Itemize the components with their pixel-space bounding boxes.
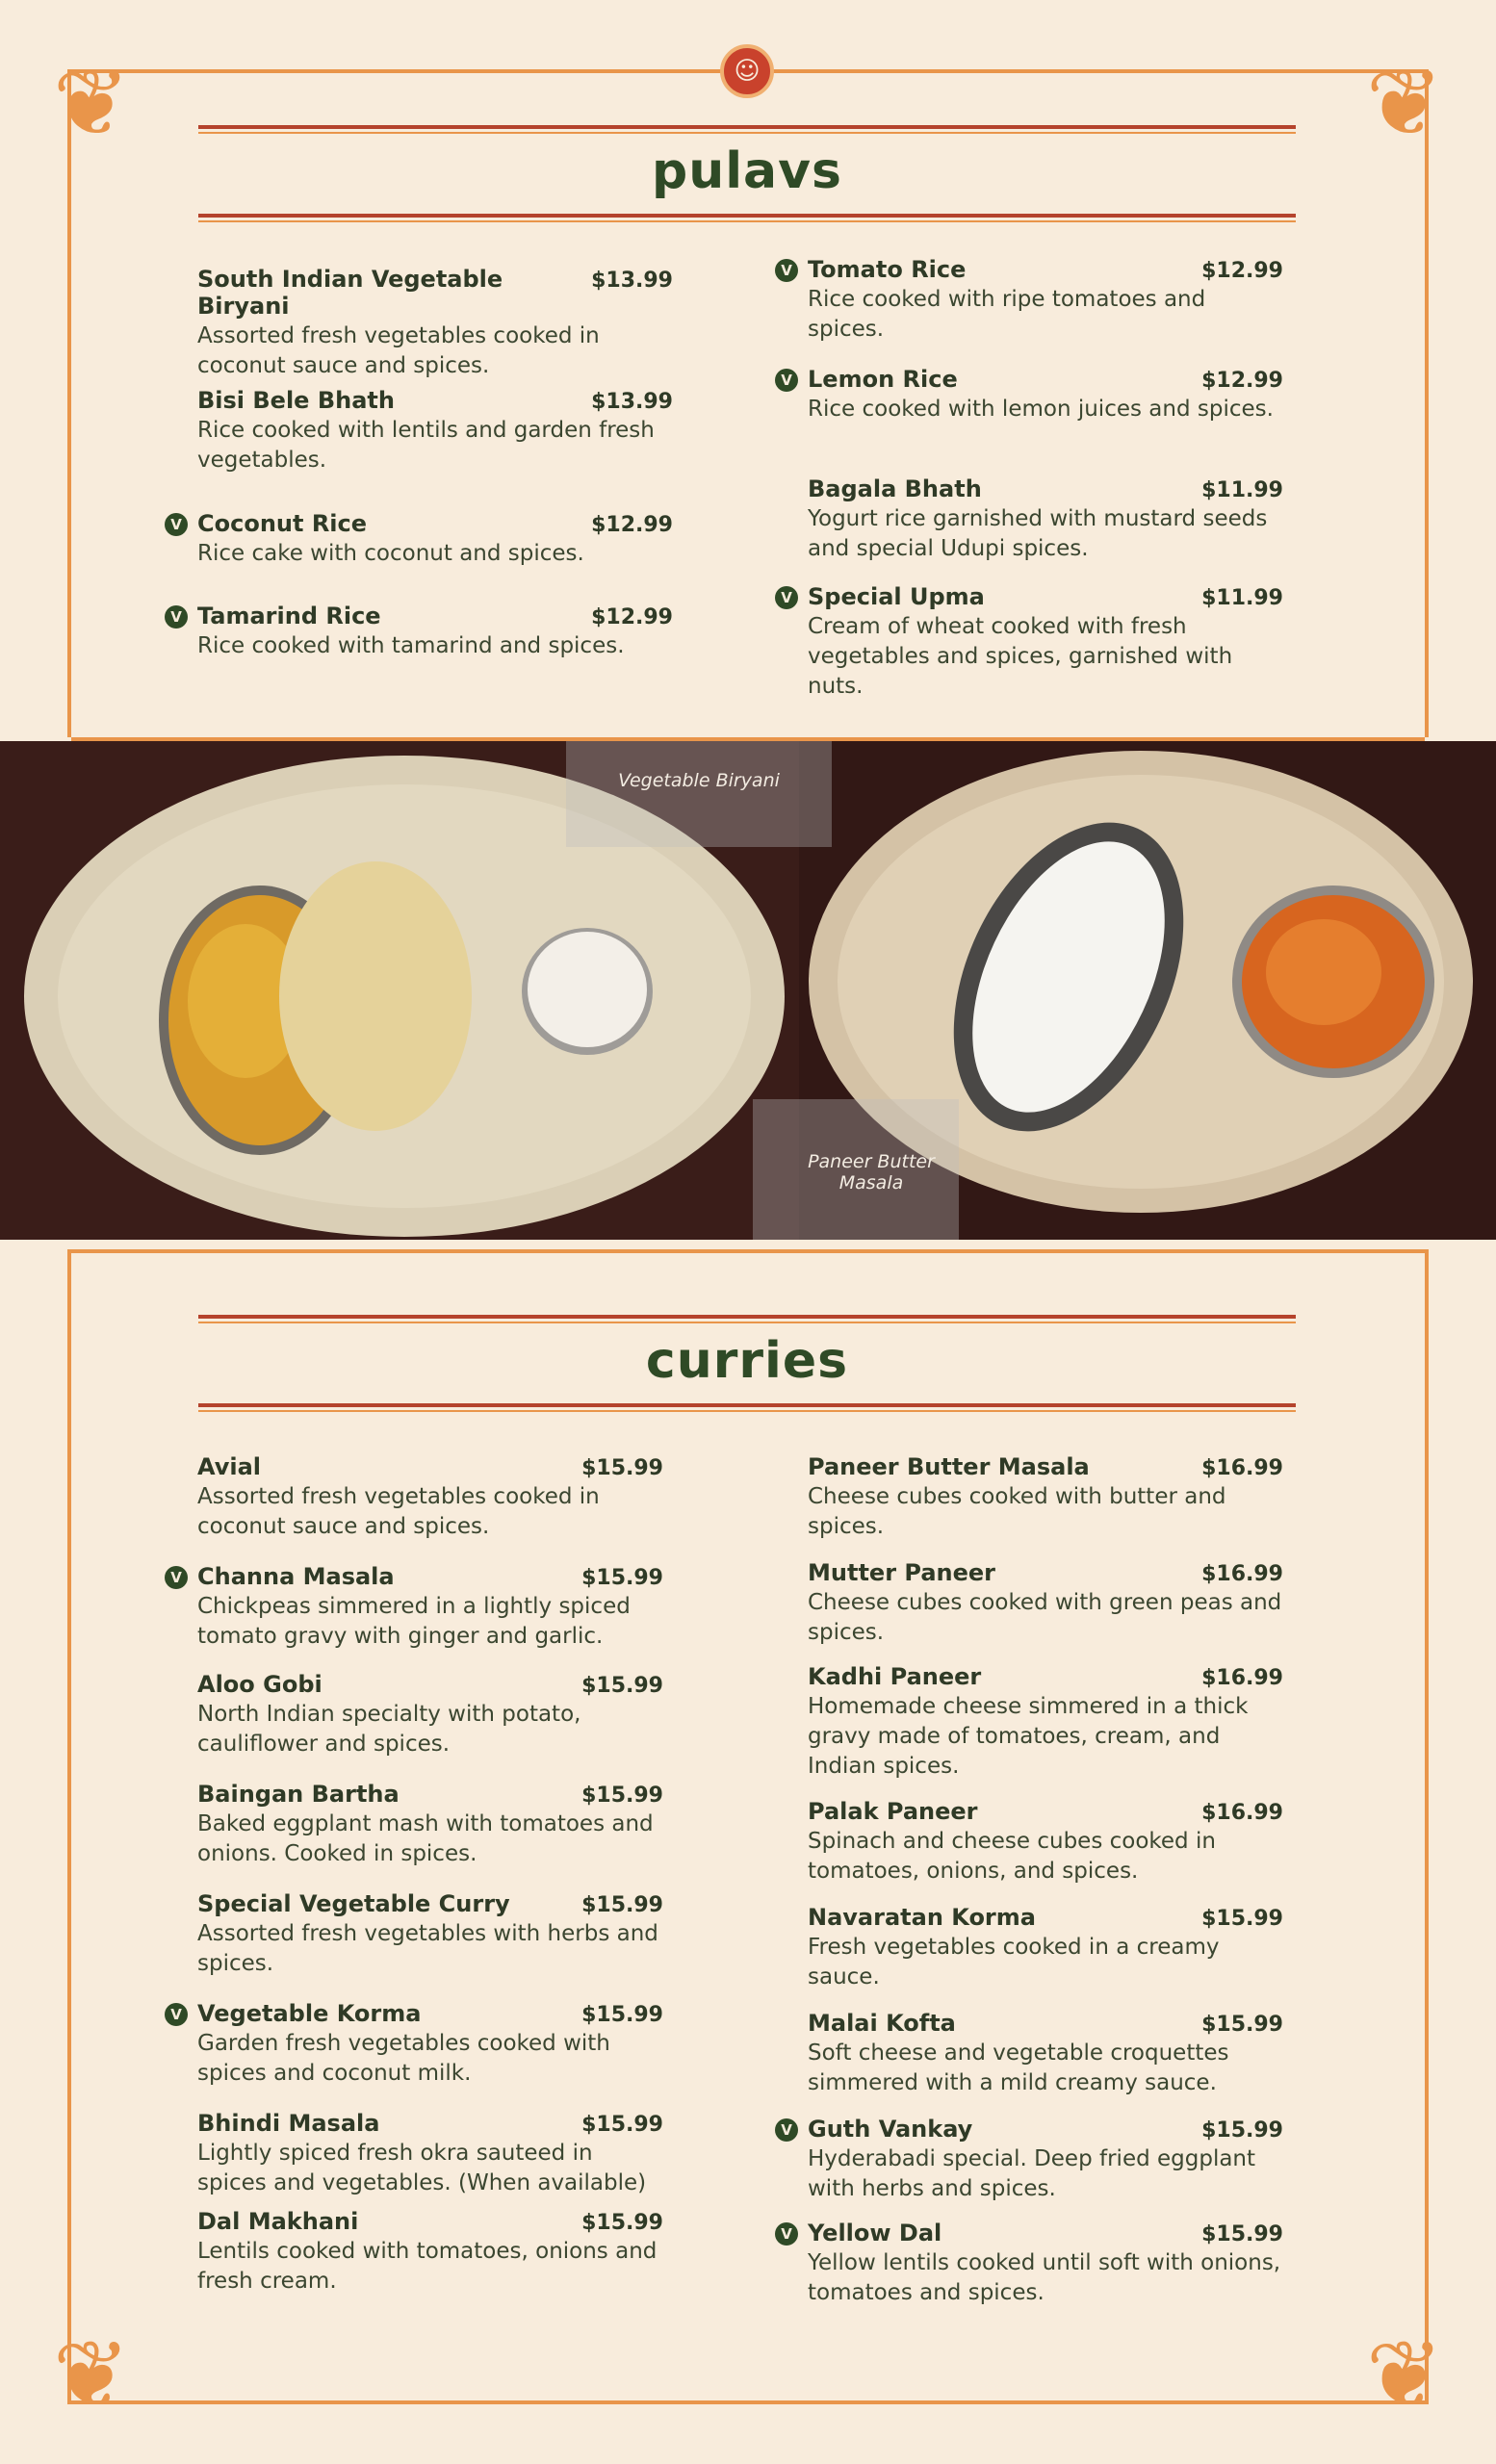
menu-item-description: Assorted fresh vegetables cooked in coconut sauce and spices. (197, 323, 600, 378)
menu-item-description: Rice cooked with tamarind and spices. (197, 633, 625, 658)
menu-item-description: Baked eggplant mash with tomatoes and onions. Cooked in spices. (197, 1811, 654, 1866)
menu-item-name: Paneer Butter Masala (808, 1453, 1090, 1480)
menu-item (808, 475, 1283, 564)
food-photo-band (0, 741, 1496, 1240)
restaurant-logo-icon: ☺ (720, 44, 774, 98)
menu-item (808, 1798, 1283, 1886)
vegan-badge-icon: V (775, 259, 798, 282)
menu-item-description: Chickpeas simmered in a lightly spiced tomato gravy with ginger and garlic. (197, 1594, 631, 1649)
menu-item (781, 256, 1283, 345)
menu-item-price: $15.99 (581, 1784, 663, 1808)
section-rule (198, 1315, 1296, 1323)
menu-item-name: Bisi Bele Bhath (197, 387, 395, 414)
menu-item-name: Bagala Bhath (808, 475, 982, 502)
menu-item-description: Rice cooked with lemon juices and spices. (808, 397, 1274, 422)
menu-item-price: $15.99 (581, 1566, 663, 1590)
menu-item-description: Garden fresh vegetables cooked with spices and coconut milk. (197, 2031, 610, 2086)
vegan-badge-icon: V (165, 513, 188, 536)
menu-item-price: $15.99 (1201, 1907, 1283, 1931)
menu-item-name: South Indian Vegetable Biryani (197, 266, 503, 320)
menu-item-description: Assorted fresh vegetables cooked in coconut sauce and spices. (197, 1484, 600, 1539)
menu-item-price: $16.99 (1201, 1801, 1283, 1825)
menu-item-description: Yogurt rice garnished with mustard seeds and special Udupi spices. (808, 506, 1268, 561)
menu-item-description: North Indian specialty with potato, cauliflower and spices. (197, 1702, 581, 1757)
menu-item-price: $16.99 (1201, 1456, 1283, 1480)
menu-item-name: Navaratan Korma (808, 1904, 1036, 1931)
menu-item (170, 1563, 663, 1652)
menu-item-description: Cream of wheat cooked with fresh vegetables and spices, garnished with nuts. (808, 614, 1233, 699)
menu-item (170, 510, 673, 569)
section-rule (198, 125, 1296, 134)
menu-item-description: Rice cake with coconut and spices. (197, 541, 584, 566)
menu-item-name: Palak Paneer (808, 1798, 978, 1825)
photo-caption-vegetable-biryani: Vegetable Biryani (618, 770, 780, 791)
menu-item (197, 1453, 663, 1542)
menu-item-name: Bhindi Masala (197, 2110, 380, 2137)
menu-item-price: $15.99 (1201, 2118, 1283, 2143)
menu-item (197, 1781, 663, 1869)
menu-item-description: Hyderabadi special. Deep fried eggplant with herbs and spices. (808, 2146, 1256, 2201)
menu-item (808, 1559, 1283, 1648)
menu-item-name: Aloo Gobi (197, 1671, 322, 1698)
menu-item-name: Channa Masala (197, 1563, 395, 1590)
menu-item-price: $15.99 (581, 1674, 663, 1698)
menu-item (170, 2000, 663, 2089)
menu-item-description: Homemade cheese simmered in a thick gravy made of tomatoes, cream, and Indian spices. (808, 1694, 1249, 1779)
menu-item-description: Cheese cubes cooked with butter and spices. (808, 1484, 1226, 1539)
menu-item-description: Yellow lentils cooked until soft with onions, tomatoes and spices. (808, 2250, 1281, 2305)
photo-caption-paneer-butter-masala: Paneer Butter Masala (808, 1151, 935, 1194)
menu-item-description: Spinach and cheese cubes cooked in tomatoes, onions, and spices. (808, 1829, 1216, 1884)
menu-item-price: $13.99 (591, 390, 673, 414)
vegan-badge-icon: V (165, 605, 188, 629)
menu-item-price: $15.99 (1201, 2013, 1283, 2037)
menu-item-name: Mutter Paneer (808, 1559, 995, 1586)
vegan-badge-icon: V (775, 2118, 798, 2142)
menu-item (781, 583, 1283, 702)
pulavs-title: pulavs (651, 142, 842, 200)
menu-item (197, 266, 673, 381)
menu-item (197, 387, 673, 475)
menu-item-price: $15.99 (581, 1893, 663, 1917)
corner-scroll-ornament: ❦ (1365, 49, 1444, 157)
menu-item (808, 1904, 1283, 1992)
menu-item-name: Tomato Rice (808, 256, 967, 283)
menu-item-description: Fresh vegetables cooked in a creamy sauce. (808, 1935, 1220, 1989)
vegan-badge-icon: V (165, 2003, 188, 2026)
menu-item-price: $11.99 (1201, 478, 1283, 502)
menu-item-price: $12.99 (591, 605, 673, 629)
menu-item (781, 2220, 1283, 2308)
menu-item-name: Special Upma (808, 583, 985, 610)
menu-item (781, 366, 1283, 424)
menu-item (808, 1453, 1283, 1542)
menu-item-price: $12.99 (1201, 259, 1283, 283)
menu-item-price: $11.99 (1201, 586, 1283, 610)
menu-item-name: Coconut Rice (197, 510, 368, 537)
menu-item (808, 1663, 1283, 1782)
menu-item-description: Lentils cooked with tomatoes, onions and fresh cream. (197, 2239, 658, 2294)
menu-item-name: Vegetable Korma (197, 2000, 422, 2027)
menu-item (197, 1890, 663, 1979)
menu-item (197, 2208, 663, 2297)
vegan-badge-icon: V (775, 2222, 798, 2246)
section-rule (198, 214, 1296, 222)
menu-item (197, 1671, 663, 1759)
menu-item-name: Kadhi Paneer (808, 1663, 982, 1690)
menu-item (781, 2116, 1283, 2204)
vegan-badge-icon: V (165, 1566, 188, 1589)
menu-item-description: Assorted fresh vegetables with herbs and spices. (197, 1921, 658, 1976)
menu-item-price: $13.99 (591, 269, 673, 293)
menu-item-price: $15.99 (581, 2113, 663, 2137)
menu-item-name: Yellow Dal (808, 2220, 942, 2246)
section-rule (198, 1403, 1296, 1412)
menu-item-price: $15.99 (581, 1456, 663, 1480)
menu-item-description: Soft cheese and vegetable croquettes simmered with a mild creamy sauce. (808, 2040, 1229, 2095)
menu-item-price: $16.99 (1201, 1562, 1283, 1586)
menu-item-price: $15.99 (1201, 2222, 1283, 2246)
menu-item-description: Rice cooked with lentils and garden fresh vegetables. (197, 418, 655, 473)
menu-item-name: Avial (197, 1453, 262, 1480)
menu-item-name: Lemon Rice (808, 366, 958, 393)
menu-item-price: $15.99 (581, 2211, 663, 2235)
vegan-badge-icon: V (775, 586, 798, 609)
menu-item-description: Rice cooked with ripe tomatoes and spices. (808, 287, 1206, 342)
menu-item-name: Malai Kofta (808, 2010, 956, 2037)
vegan-badge-icon: V (775, 369, 798, 392)
curries-title: curries (645, 1332, 849, 1390)
menu-item-name: Guth Vankay (808, 2116, 973, 2143)
menu-item-price: $12.99 (1201, 369, 1283, 393)
corner-scroll-ornament: ❦ (1365, 2321, 1444, 2428)
menu-item-name: Baingan Bartha (197, 1781, 400, 1808)
menu-item-description: Lightly spiced fresh okra sauteed in spices and vegetables. (When available) (197, 2141, 647, 2195)
menu-item-price: $16.99 (1201, 1666, 1283, 1690)
menu-item-name: Special Vegetable Curry (197, 1890, 510, 1917)
menu-item (808, 2010, 1283, 2098)
menu-item (170, 603, 673, 661)
menu-item (197, 2110, 663, 2198)
corner-scroll-ornament: ❦ (52, 2321, 131, 2428)
menu-item-price: $15.99 (581, 2003, 663, 2027)
menu-item-name: Dal Makhani (197, 2208, 359, 2235)
corner-scroll-ornament: ❦ (52, 49, 131, 157)
caption-overlay (566, 741, 832, 847)
menu-item-description: Cheese cubes cooked with green peas and spices. (808, 1590, 1282, 1645)
menu-item-name: Tamarind Rice (197, 603, 381, 629)
menu-item-price: $12.99 (591, 513, 673, 537)
